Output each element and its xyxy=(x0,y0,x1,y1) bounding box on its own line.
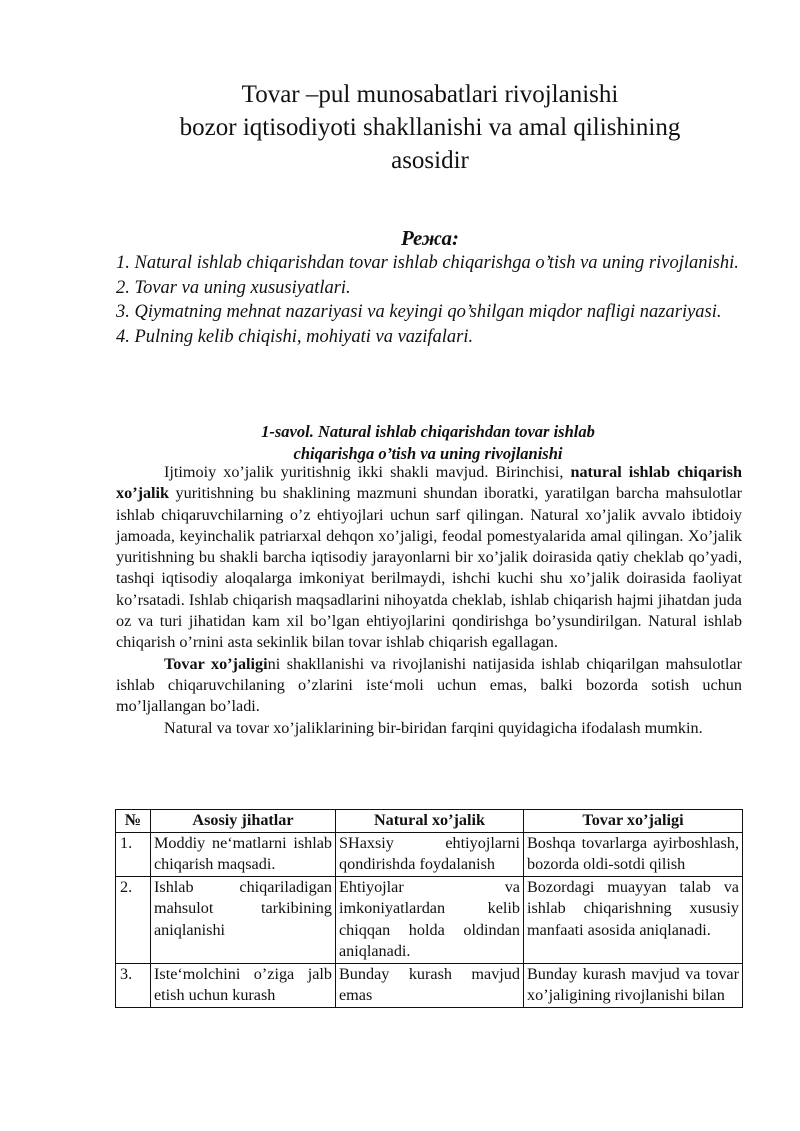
table-header-row xyxy=(116,810,743,833)
paragraph-3: Natural va tovar xo’jaliklarining bir-biridan farqini quyidagicha ifodalash mumkin. xyxy=(164,718,703,737)
header-aspects: Asosiy jihatlar xyxy=(151,810,336,833)
paragraph-2-bold: Tovar xo’jaligi xyxy=(164,654,268,673)
plan-item-3: 3. Qiymatning mehnat nazariyasi va keyingi qo’shilgan miqdor nafligi nazariyasi. xyxy=(116,302,722,322)
section-body xyxy=(116,462,742,739)
table-cell: Bunday kurash mavjud emas xyxy=(336,963,524,1007)
paragraph-2-rest: ni shakllanishi va rivojlanishi natijasida ishlab chiqarilgan mahsulotlar ishlab chiqaruvchilaning o’zlarini iste‘moli uchun emas, balki bozorda sotish uchun mo’ljallangan bo’ladi. xyxy=(116,654,743,716)
paragraph-1 xyxy=(116,462,742,654)
plan-item-2: 2. Tovar va uning xususiyatlari. xyxy=(116,277,351,298)
title-line-3: asosidir xyxy=(391,147,469,174)
plan-heading: Режа: xyxy=(400,226,460,250)
table-cell: SHaxsiy ehtiyojlarni qondirishda foydalanish xyxy=(336,832,524,876)
table-cell: Ishlab chiqariladigan mahsulot tarkibining aniqlanishi xyxy=(151,876,336,963)
paragraph-1-start: Ijtimoiy xo’jalik yuritishnig ikki shakli mavjud. Birinchisi, xyxy=(164,463,571,481)
table-cell: Bozordagi muayyan talab va ishlab chiqarishning xususiy manfaati asosida aniqlanadi. xyxy=(524,876,743,963)
section-heading-line-1: 1-savol. Natural ishlab chiqarishdan tovar ishlab xyxy=(261,422,595,441)
table-cell: Boshqa tovarlarga ayirboshlash, bozorda oldi-sotdi qilish xyxy=(524,832,743,876)
table-cell: Moddiy ne‘matlarni ishlab chiqarish maqsadi. xyxy=(151,832,336,876)
table-cell: 2. xyxy=(116,876,151,963)
plan-item-4: 4. Pulning kelib chiqishi, mohiyati va vazifalari. xyxy=(116,326,474,347)
table-cell: Iste‘molchini o’ziga jalb etish uchun kurash xyxy=(151,963,336,1007)
paragraph-1-bold: natural ishlab chiqarish xo’jalik xyxy=(116,463,742,503)
title-line-1: Tovar –pul munosabatlari rivojlanishi xyxy=(241,81,619,108)
header-number: № xyxy=(116,810,151,833)
paragraph-2 xyxy=(116,654,742,718)
section-heading-line-2: chiqarishga o’tish va uning rivojlanishi xyxy=(293,444,563,463)
header-commodity: Tovar xo’jaligi xyxy=(524,810,743,833)
paragraph-1-rest: yuritishning bu shaklining mazmuni shundan iboratki, yaratilgan barcha mahsulotlar ishlab chiqaruvchilarning o’z ehtiyojlari uchun sarf qilingan. Natural xo’jalik avvalo ibtidoiy jamoada, keyinchalik patriarxal dehqon xo’jaligi, feodal pomestyalarida amal qilingan. Xo’jalik yuritishning bu shakli barcha iqtisodiy jarayonlarni bir xo’jalik doirasida qatiy cheklab qo’yadi, tashqi iqtisodiy aloqalarga imkoniyat berilmaydi, ishchi kuchi shu xo’jalik doirasida faoliyat ko’rsatadi. Ishlab chiqarish maqsadlarini nihoyatda cheklab, ishlab chiqarish hajmi jihatdan juda oz va turi jihatidan kam xil bo’lgan ehtiyojlarini qondirishga bo’ysundirilgan. Natural ishlab chiqarish o’rnini asta sekinlik bilan tovar ishlab chiqarish egallagan. xyxy=(116,484,742,652)
plan-item-1: 1. Natural ishlab chiqarishdan tovar ishlab chiqarishga o’tish va uning rivojlanishi. xyxy=(116,253,739,273)
section-heading xyxy=(116,421,740,465)
header-natural: Natural xo’jalik xyxy=(336,810,524,833)
table-cell: Ehtiyojlar va imkoniyatlardan kelib chiqqan holda oldindan aniqlanadi. xyxy=(336,876,524,963)
table-cell: 1. xyxy=(116,832,151,876)
table-row xyxy=(116,876,743,963)
table-row xyxy=(116,832,743,876)
title-line-2: bozor iqtisodiyoti shakllanishi va amal qilishining xyxy=(179,114,681,141)
table-row xyxy=(116,963,743,1007)
table-cell: Bunday kurash mavjud va tovar xo’jaligining rivojlanishi bilan xyxy=(524,963,743,1007)
plan-list xyxy=(116,251,740,349)
comparison-table xyxy=(115,809,743,1008)
table-cell: 3. xyxy=(116,963,151,1007)
document-title xyxy=(100,78,760,177)
